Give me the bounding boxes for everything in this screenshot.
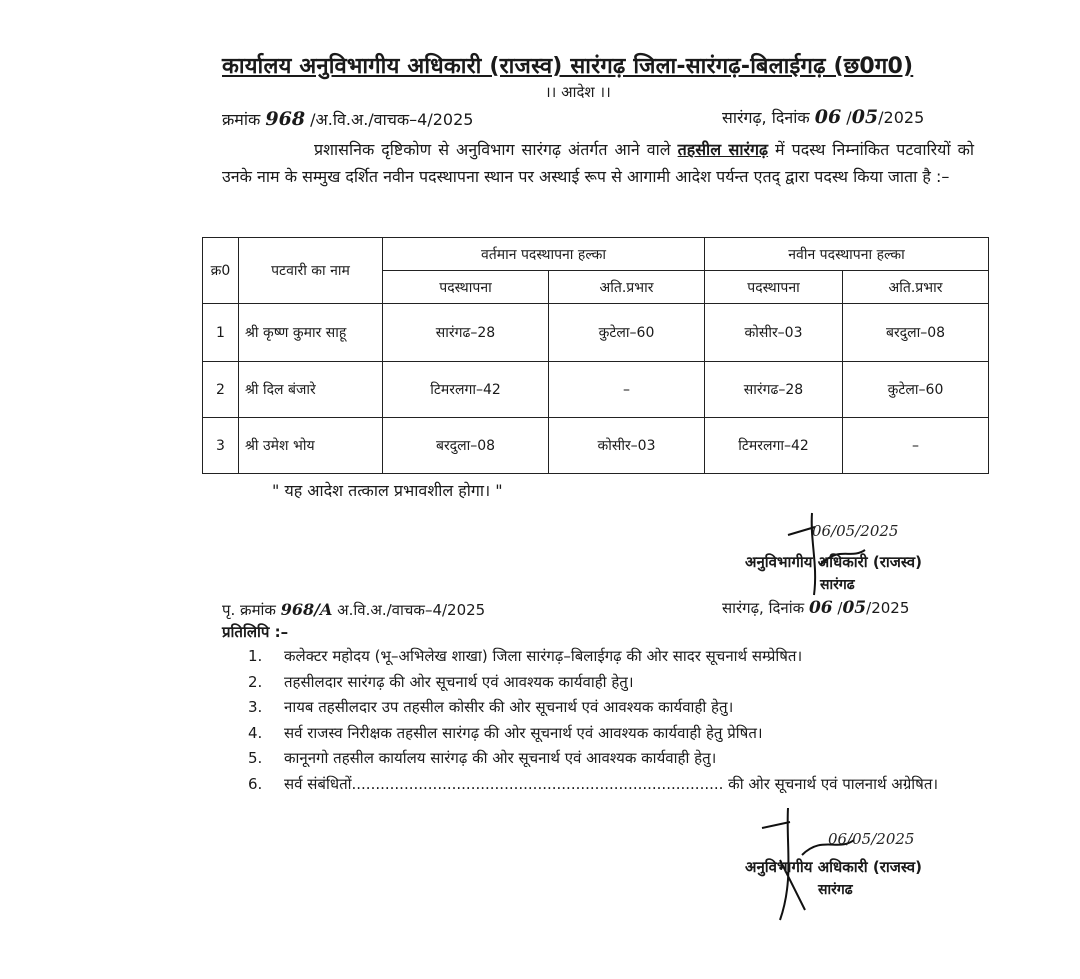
cell-new-post: कोसीर–03 bbox=[705, 304, 843, 362]
intro-text-2: में पदस्थ निम्नांकित पटवारियों को उनके नाम के सम्मुख दर्शित नवीन पदस्थापना स्थान पर अस्थाई रूप से आगामी आदेश पर्यन्त एतद् द्वारा पदस्थ किया जाता है :– bbox=[222, 140, 975, 186]
col-header-cur-posting: पदस्थापना bbox=[383, 271, 549, 304]
ref-prefix: क्रमांक bbox=[222, 110, 261, 129]
transfer-table bbox=[202, 237, 989, 474]
copy-list bbox=[248, 646, 938, 800]
ref-suffix: /अ.वि.अ./वाचक–4/2025 bbox=[310, 110, 474, 129]
copy-date-day: 06 bbox=[808, 598, 833, 618]
office-heading: कार्यालय अनुविभागीय अधिकारी (राजस्व) सारंगढ़ जिला-सारंगढ़-बिलाईगढ़ (छ0ग0) bbox=[222, 54, 914, 79]
cell-name: श्री दिल बंजारे bbox=[239, 362, 383, 418]
cell-sr: 2 bbox=[203, 362, 239, 418]
cell-cur-addl: – bbox=[549, 362, 705, 418]
cell-cur-addl: कुटेला–60 bbox=[549, 304, 705, 362]
signatory-location: सारंगढ bbox=[818, 882, 853, 898]
copy-date-year: /2025 bbox=[866, 599, 910, 617]
order-reference bbox=[222, 108, 473, 130]
intro-paragraph bbox=[222, 136, 974, 190]
col-header-new-addl: अति.प्रभार bbox=[843, 271, 989, 304]
col-header-sr: क्र0 bbox=[203, 238, 239, 304]
cell-cur-post: बरदुला–08 bbox=[383, 418, 549, 474]
cell-new-addl: बरदुला–08 bbox=[843, 304, 989, 362]
table-row bbox=[203, 304, 989, 362]
signatory-title: अनुविभागीय अधिकारी (राजस्व) bbox=[745, 553, 922, 571]
cell-name: श्री उमेश भोय bbox=[239, 418, 383, 474]
cell-sr: 3 bbox=[203, 418, 239, 474]
copy-heading: प्रतिलिपि :– bbox=[222, 623, 289, 641]
order-title: ।। आदेश ।। bbox=[545, 83, 611, 101]
ref-number-handwritten: 968 bbox=[265, 108, 306, 130]
cell-new-post: सारंगढ–28 bbox=[705, 362, 843, 418]
cell-name: श्री कृष्ण कुमार साहू bbox=[239, 304, 383, 362]
date-month-handwritten: 05 bbox=[851, 106, 879, 128]
col-header-current: वर्तमान पदस्थापना हल्का bbox=[383, 238, 705, 271]
cell-cur-post: टिमरलगा–42 bbox=[383, 362, 549, 418]
intro-tehsil: तहसील सारंगढ़ bbox=[677, 140, 769, 159]
copy-date-month: 05 bbox=[842, 598, 867, 618]
intro-text-1: प्रशासनिक दृष्टिकोण से अनुविभाग सारंगढ़ अंतर्गत आने वाले bbox=[314, 140, 671, 159]
order-place-date: सारंगढ़, दिनांक 06 /05/2025 bbox=[722, 106, 925, 128]
col-header-new: नवीन पदस्थापना हल्का bbox=[705, 238, 989, 271]
effective-note: " यह आदेश तत्काल प्रभावशील होगा। " bbox=[272, 481, 503, 500]
copy-reference bbox=[222, 600, 485, 620]
cell-sr: 1 bbox=[203, 304, 239, 362]
date-prefix: सारंगढ़, दिनांक bbox=[722, 108, 810, 127]
signatory-location: सारंगढ bbox=[820, 577, 855, 593]
cell-cur-addl: कोसीर–03 bbox=[549, 418, 705, 474]
list-item: 1. कलेक्टर महोदय (भू–अभिलेख शाखा) जिला सारंगढ़–बिलाईगढ़ की ओर सादर सूचनार्थ सम्प्रेषित। bbox=[248, 647, 803, 665]
cell-new-addl: – bbox=[843, 418, 989, 474]
signature-date: 06/05/2025 bbox=[812, 522, 899, 540]
col-header-cur-addl: अति.प्रभार bbox=[549, 271, 705, 304]
col-header-new-posting: पदस्थापना bbox=[705, 271, 843, 304]
cell-new-post: टिमरलगा–42 bbox=[705, 418, 843, 474]
table-row bbox=[203, 362, 989, 418]
signature-date: 06/05/2025 bbox=[828, 830, 915, 848]
copy-place-date: सारंगढ़, दिनांक 06 /05/2025 bbox=[722, 598, 910, 618]
list-item: 2. तहसीलदार सारंगढ़ की ओर सूचनार्थ एवं आवश्यक कार्यवाही हेतु। bbox=[248, 672, 634, 691]
copy-ref-prefix: पृ. क्रमांक bbox=[222, 601, 276, 619]
cell-cur-post: सारंगढ–28 bbox=[383, 304, 549, 362]
copy-ref-suffix: अ.वि.अ./वाचक–4/2025 bbox=[337, 601, 486, 619]
table-row bbox=[203, 418, 989, 474]
signatory-title: अनुविभागीय अधिकारी (राजस्व) bbox=[745, 858, 922, 876]
list-item: 4. सर्व राजस्व निरीक्षक तहसील सारंगढ़ की ओर सूचनार्थ एवं आवश्यक कार्यवाही हेतु प्रेषित। bbox=[248, 723, 763, 742]
list-item: 5. कानूनगो तहसील कार्यालय सारंगढ़ की ओर सूचनार्थ एवं आवश्यक कार्यवाही हेतु। bbox=[248, 749, 717, 768]
cell-new-addl: कुटेला–60 bbox=[843, 362, 989, 418]
copy-ref-number-handwritten: 968/A bbox=[280, 600, 333, 619]
list-item: 3. नायब तहसीलदार उप तहसील कोसीर की ओर सूचनार्थ एवं आवश्यक कार्यवाही हेतु। bbox=[248, 698, 734, 717]
date-day-handwritten: 06 bbox=[814, 106, 842, 128]
date-year: /2025 bbox=[878, 108, 925, 127]
col-header-name: पटवारी का नाम bbox=[239, 238, 383, 304]
copy-date-prefix: सारंगढ़, दिनांक bbox=[722, 599, 805, 617]
list-item: 6. सर्व संबंधितों.............................................................................. की ओर सूचनार्थ एवं पालनार्थ अग्रेषित। bbox=[248, 774, 939, 793]
